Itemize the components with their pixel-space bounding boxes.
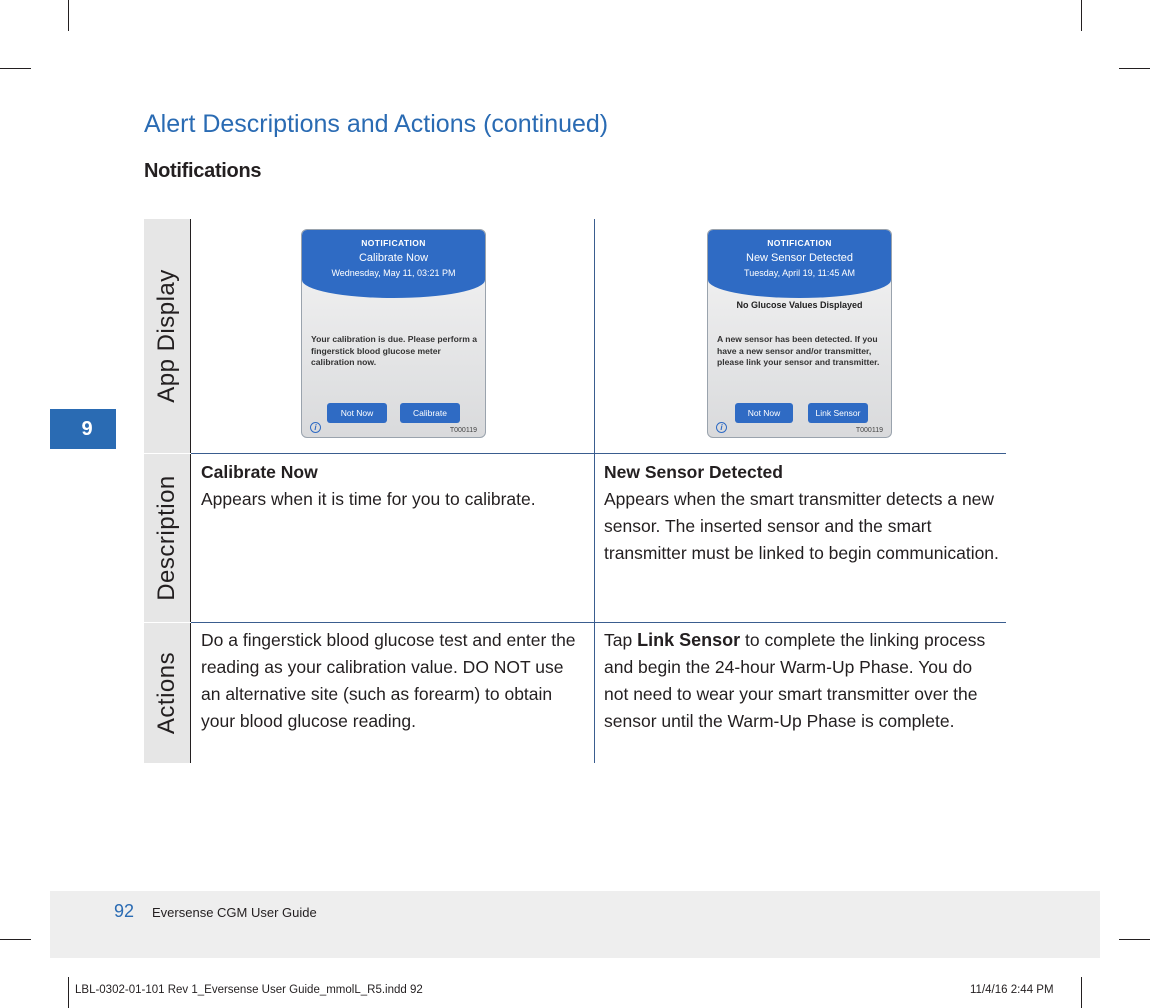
- section-title-sub: (continued): [483, 110, 609, 138]
- notification-kicker: NOTIFICATION: [767, 238, 832, 248]
- row-divider: [191, 453, 1006, 454]
- crop-mark: [68, 977, 69, 1008]
- row-label-text: Actions: [153, 651, 180, 735]
- column-divider: [594, 219, 595, 763]
- row-label-text: App Display: [153, 269, 180, 403]
- actions-text: Do a fingerstick blood glucose test and enter the reading as your calibration value. DO NOT use an alternative site (such as forearm) to obtain your blood glucose reading.: [201, 630, 576, 731]
- chapter-tab: 9: [50, 409, 116, 449]
- description-cell-new-sensor: [604, 459, 999, 567]
- link-sensor-reference: Link Sensor: [637, 630, 741, 650]
- notification-body: A new sensor has been detected. If you have a new sensor and/or transmitter, please link your sensor and transmitter.: [717, 334, 880, 367]
- section-title: [144, 110, 608, 139]
- notification-kicker: NOTIFICATION: [361, 238, 426, 248]
- crop-mark: [0, 68, 31, 69]
- page-number: 92: [114, 901, 135, 921]
- crop-mark: [1081, 0, 1082, 31]
- description-cell-calibrate-now: [201, 459, 586, 513]
- notification-title: New Sensor Detected: [746, 252, 853, 264]
- crop-mark: [1119, 68, 1150, 69]
- image-code: T000119: [855, 427, 883, 434]
- crop-mark: [1081, 977, 1082, 1008]
- print-slug-date: 11/4/16 2:44 PM: [970, 984, 1054, 996]
- app-notification-new-sensor-detected: [707, 229, 892, 438]
- description-title: New Sensor Detected: [604, 462, 783, 482]
- notification-body: Your calibration is due. Please perform a fingerstick blood glucose meter calibration now.: [311, 334, 478, 367]
- notification-date: Wednesday, May 11, 03:21 PM: [331, 268, 456, 278]
- link-sensor-button[interactable]: Link Sensor: [808, 403, 868, 423]
- notification-status: No Glucose Values Displayed: [736, 300, 863, 310]
- actions-cell-new-sensor: [604, 627, 999, 735]
- row-label-description: [144, 454, 191, 622]
- row-label-actions: [144, 623, 191, 763]
- row-divider: [191, 622, 1006, 623]
- crop-mark: [1119, 939, 1150, 940]
- section-title-main: Alert Descriptions and Actions: [144, 110, 477, 138]
- actions-text: to complete the linking process and begin the 24-hour Warm-Up Phase. You do not need to wear your smart transmitter over the sensor until the Warm-Up Phase is complete.: [604, 630, 986, 731]
- footer-band: [50, 891, 1100, 958]
- calibrate-button[interactable]: Calibrate: [400, 403, 460, 423]
- crop-mark: [0, 939, 31, 940]
- row-label-text: Description: [153, 475, 180, 601]
- actions-text-prefix: Tap: [604, 630, 633, 650]
- app-notification-calibrate-now: [301, 229, 486, 438]
- not-now-button[interactable]: Not Now: [327, 403, 387, 423]
- info-icon[interactable]: i: [310, 422, 321, 433]
- description-text: Appears when the smart transmitter detects a new sensor. The inserted sensor and the smart transmitter must be linked to begin communication.: [604, 489, 999, 563]
- image-code: T000119: [449, 427, 477, 434]
- subsection-heading: Notifications: [144, 160, 262, 182]
- actions-cell-calibrate-now: [201, 627, 586, 735]
- notification-header: [302, 230, 485, 298]
- print-slug-file: LBL-0302-01-101 Rev 1_Eversense User Guide_mmolL_R5.indd 92: [75, 984, 423, 996]
- guide-name: Eversense CGM User Guide: [152, 905, 317, 920]
- row-label-app-display: [144, 219, 191, 453]
- description-title: Calibrate Now: [201, 462, 318, 482]
- notification-title: Calibrate Now: [358, 252, 429, 264]
- notification-date: Tuesday, April 19, 11:45 AM: [744, 268, 855, 278]
- crop-mark: [68, 0, 69, 31]
- info-icon[interactable]: i: [716, 422, 727, 433]
- description-text: Appears when it is time for you to calibrate.: [201, 489, 536, 509]
- notification-header: [708, 230, 891, 298]
- not-now-button[interactable]: Not Now: [735, 403, 793, 423]
